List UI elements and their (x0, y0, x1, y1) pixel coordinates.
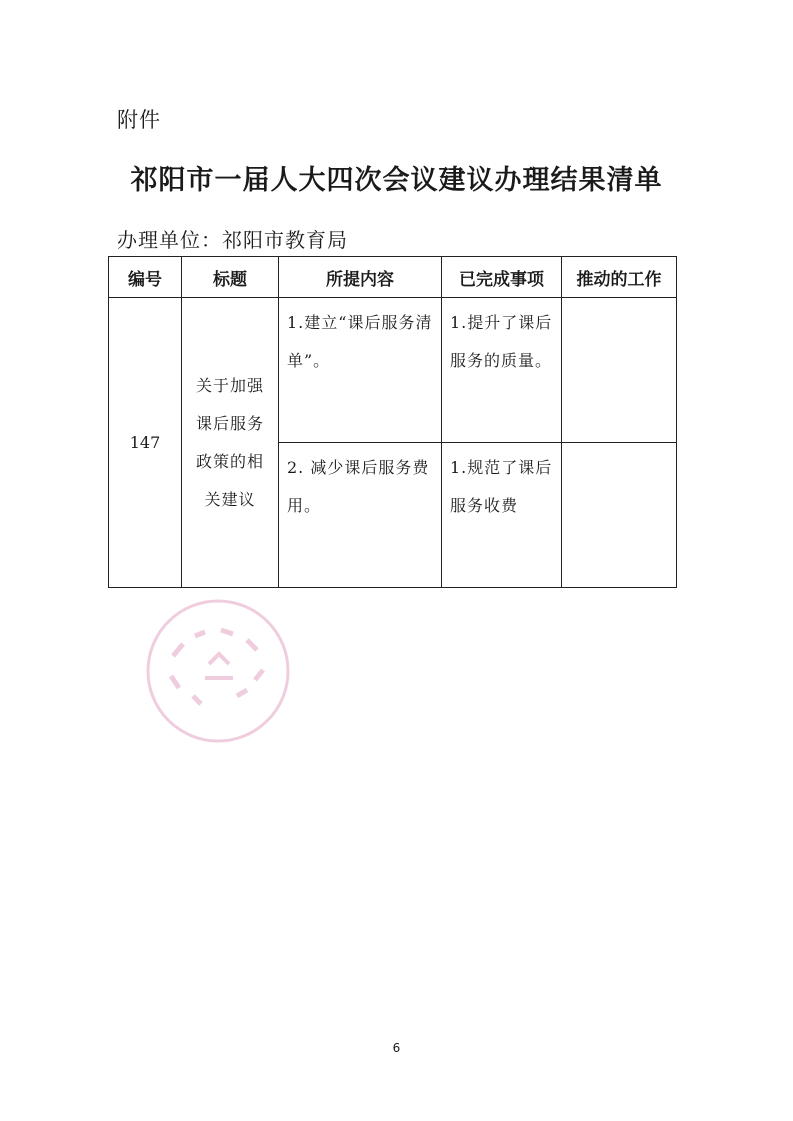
content-text: 1.建立“课后服务清单”。 (287, 313, 433, 370)
content-cell (279, 443, 442, 588)
completed-text: 1.提升了课后服务的质量。 (450, 313, 553, 370)
header-content: 所提内容 (279, 257, 442, 298)
header-work: 推动的工作 (562, 257, 677, 298)
row-number: 147 (109, 298, 182, 588)
header-title: 标题 (182, 257, 279, 298)
result-table (108, 256, 677, 588)
content-cell (279, 298, 442, 443)
work-cell (562, 443, 677, 588)
row-title: 关于加强课后服务政策的相关建议 (182, 298, 279, 588)
table-header-row (109, 257, 677, 298)
completed-cell (442, 298, 562, 443)
page-number: 6 (392, 1041, 401, 1055)
work-text (562, 443, 676, 449)
header-completed: 已完成事项 (442, 257, 562, 298)
work-cell (562, 298, 677, 443)
completed-text: 1.规范了课后服务收费 (450, 458, 553, 515)
handling-unit: 办理单位：祁阳市教育局 (117, 228, 348, 252)
seal-graphic (148, 601, 288, 741)
table-row (109, 298, 677, 443)
header-number: 编号 (109, 257, 182, 298)
document-title: 祁阳市一届人大四次会议建议办理结果清单 (130, 165, 663, 196)
content-text: 2. 减少课后服务费用。 (287, 458, 430, 515)
official-seal-stamp (143, 596, 293, 746)
completed-cell (442, 443, 562, 588)
work-text (562, 298, 676, 304)
attachment-label: 附件 (117, 108, 161, 132)
